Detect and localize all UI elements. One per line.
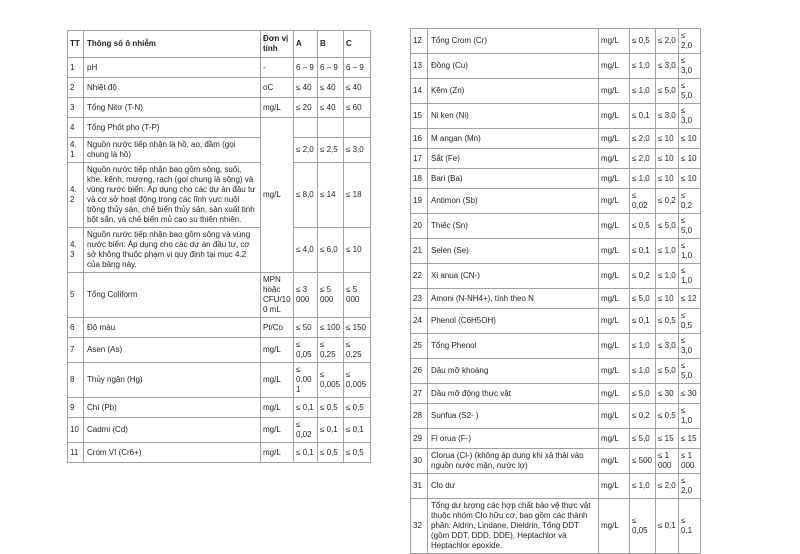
limit-b: ≤ 10 — [656, 129, 679, 149]
row-number: 10 — [68, 418, 84, 443]
row-number: 26 — [411, 359, 428, 384]
limit-a: ≤ 0,5 — [630, 214, 656, 239]
unit-cell: mg/L — [261, 118, 294, 273]
limit-c: ≤ 2,0 — [679, 474, 701, 499]
table-row — [411, 79, 701, 104]
limit-a: ≤ 0,02 — [294, 418, 318, 443]
parameter-name: Clorua (Cl-) (không áp dụng khi xả thải vào nguồn nước mặn, nước lợ) — [428, 449, 599, 474]
table-row — [411, 54, 701, 79]
limit-c: 6 – 9 — [344, 58, 371, 78]
parameter-name: Thủy ngân (Hg) — [84, 363, 261, 398]
unit-cell: mg/L — [261, 398, 294, 418]
unit-cell: mg/L — [599, 189, 630, 214]
header-unit: Đơn vị tính — [261, 31, 294, 58]
table-row — [411, 169, 701, 189]
parameter-name: Nguồn nước tiếp nhận là hồ, ao, đầm (gọi chung là hồ) — [84, 138, 261, 163]
limit-c: ≤ 5,0 — [679, 214, 701, 239]
parameter-name: Tổng Coliform — [84, 273, 261, 318]
parameter-name: Đồng (Cu) — [428, 54, 599, 79]
parameter-name: Bari (Ba) — [428, 169, 599, 189]
row-number: 12 — [411, 29, 428, 54]
limit-c: ≤ 0,005 — [344, 363, 371, 398]
parameter-name: Sắt (Fe) — [428, 149, 599, 169]
table-row — [411, 104, 701, 129]
limit-b: ≤ 0,1 — [318, 418, 344, 443]
limit-b: ≤ 0,25 — [318, 338, 344, 363]
limit-c: ≤ 0,5 — [344, 398, 371, 418]
limit-b: ≤ 5,0 — [656, 359, 679, 384]
limit-c — [344, 118, 371, 138]
limit-c: ≤ 0,1 — [679, 499, 701, 554]
table-row — [411, 404, 701, 429]
limit-b: ≤ 2,0 — [656, 29, 679, 54]
row-number: 8 — [68, 363, 84, 398]
limit-b: ≤ 40 — [318, 98, 344, 118]
parameter-name: Dầu mỡ khoáng — [428, 359, 599, 384]
unit-cell: Pt/Co — [261, 318, 294, 338]
parameter-name: Tổng Phenol — [428, 334, 599, 359]
limit-c: ≤ 5,0 — [679, 79, 701, 104]
row-number: 18 — [411, 169, 428, 189]
limit-c: ≤ 0,2 — [679, 189, 701, 214]
unit-cell: mg/L — [599, 214, 630, 239]
limit-c: ≤ 12 — [679, 289, 701, 309]
parameter-name: Dầu mỡ động thực vật — [428, 384, 599, 404]
limit-a: ≤ 1,0 — [630, 359, 656, 384]
row-number: 13 — [411, 54, 428, 79]
table-row — [68, 138, 371, 163]
row-number: 9 — [68, 398, 84, 418]
limit-a: ≤ 5,0 — [630, 289, 656, 309]
limit-c: ≤ 10 — [344, 228, 371, 273]
row-number: 6 — [68, 318, 84, 338]
limit-b: ≤ 2,0 — [656, 474, 679, 499]
parameter-name: M angan (Mn) — [428, 129, 599, 149]
unit-cell: mg/L — [599, 359, 630, 384]
row-number: 7 — [68, 338, 84, 363]
limit-a: ≤ 0,1 — [630, 309, 656, 334]
limit-c: ≤ 10 — [679, 169, 701, 189]
table-row — [68, 318, 371, 338]
row-number: 4 — [68, 118, 84, 138]
unit-cell: mg/L — [261, 443, 294, 463]
row-number: 22 — [411, 264, 428, 289]
table-row — [411, 334, 701, 359]
row-number: 11 — [68, 443, 84, 463]
table-row — [68, 338, 371, 363]
unit-cell: mg/L — [599, 289, 630, 309]
limit-a: ≤ 1,0 — [630, 169, 656, 189]
limit-a: ≤ 20 — [294, 98, 318, 118]
unit-cell: mg/L — [599, 474, 630, 499]
row-number: 31 — [411, 474, 428, 499]
unit-cell: oC — [261, 78, 294, 98]
table-row — [411, 499, 701, 554]
limit-c: ≤ 0,5 — [679, 309, 701, 334]
limit-c: ≤ 10 — [679, 149, 701, 169]
limit-a: ≤ 0,1 — [630, 239, 656, 264]
limit-c: ≤ 1,0 — [679, 404, 701, 429]
limit-c: ≤ 18 — [344, 163, 371, 228]
limit-c: ≤ 1,0 — [679, 264, 701, 289]
parameter-name: Nguồn nước tiếp nhận bao gồm sông và vùng nước biển: Áp dụng cho các dự án đầu tư, cơ sở không thuộc phạm vi quy định tại mục 4.2 của bảng này. — [84, 228, 261, 273]
limit-a: ≤ 1,0 — [630, 474, 656, 499]
limit-a: 6 – 9 — [294, 58, 318, 78]
parameter-name: Cadmi (Cd) — [84, 418, 261, 443]
limit-b: ≤ 2,5 — [318, 138, 344, 163]
parameter-name: Crom VI (Cr6+) — [84, 443, 261, 463]
row-number: 4.2 — [68, 163, 84, 228]
row-number: 3 — [68, 98, 84, 118]
limit-b: ≤ 0,1 — [656, 499, 679, 554]
header-limit-b: B — [318, 31, 344, 58]
limit-a: ≤ 3 000 — [294, 273, 318, 318]
table-row — [68, 118, 371, 138]
parameter-name: Amoni (N-NH4+), tính theo N — [428, 289, 599, 309]
limit-b: ≤ 0,005 — [318, 363, 344, 398]
unit-cell: mg/L — [261, 418, 294, 443]
table-row — [411, 429, 701, 449]
row-number: 24 — [411, 309, 428, 334]
unit-cell: mg/L — [599, 79, 630, 104]
limit-c: ≤ 1 000 — [679, 449, 701, 474]
table-row — [411, 474, 701, 499]
limit-a: ≤ 500 — [630, 449, 656, 474]
limit-b: ≤ 5 000 — [318, 273, 344, 318]
unit-cell: mg/L — [599, 499, 630, 554]
table-row — [411, 289, 701, 309]
parameter-name: Asen (As) — [84, 338, 261, 363]
table-row — [411, 239, 701, 264]
table-row — [411, 264, 701, 289]
parameter-name: Thiếc (Sn) — [428, 214, 599, 239]
header-row — [68, 31, 371, 58]
limit-b: ≤ 100 — [318, 318, 344, 338]
limit-a: ≤ 5,0 — [630, 384, 656, 404]
row-number: 15 — [411, 104, 428, 129]
limit-a: ≤ 2,0 — [294, 138, 318, 163]
table-row — [68, 163, 371, 228]
limit-b: ≤ 10 — [656, 149, 679, 169]
unit-cell: mg/L — [599, 29, 630, 54]
limit-a: ≤ 0,2 — [630, 264, 656, 289]
limit-b: ≤ 0,2 — [656, 189, 679, 214]
parameter-name: Độ màu — [84, 318, 261, 338]
unit-cell: mg/L — [261, 338, 294, 363]
row-number: 27 — [411, 384, 428, 404]
table-body-left — [68, 58, 371, 463]
limit-c: ≤ 3,0 — [679, 334, 701, 359]
limit-c: ≤ 15 — [679, 429, 701, 449]
limit-a — [294, 118, 318, 138]
row-number: 4.1 — [68, 138, 84, 163]
table-row — [68, 78, 371, 98]
limit-b: ≤ 30 — [656, 384, 679, 404]
limit-b: ≤ 14 — [318, 163, 344, 228]
parameter-name: Tổng Phốt pho (T-P) — [84, 118, 261, 138]
table-row — [68, 58, 371, 78]
limit-c: ≤ 40 — [344, 78, 371, 98]
parameter-name: Clo dư — [428, 474, 599, 499]
limit-c: ≤ 0,25 — [344, 338, 371, 363]
table-row — [411, 129, 701, 149]
unit-cell: mg/L — [599, 309, 630, 334]
limit-b: ≤ 0,5 — [656, 309, 679, 334]
row-number: 29 — [411, 429, 428, 449]
table-row — [68, 398, 371, 418]
limit-b: ≤ 3,0 — [656, 54, 679, 79]
limit-a: ≤ 5,0 — [630, 429, 656, 449]
limit-a: ≤ 0,05 — [630, 499, 656, 554]
table-header — [68, 31, 371, 58]
parameter-name: Xi anua (CN-) — [428, 264, 599, 289]
limit-b: ≤ 5,0 — [656, 214, 679, 239]
header-parameter: Thông số ô nhiễm — [84, 31, 261, 58]
table-row — [68, 443, 371, 463]
limit-b: ≤ 6,0 — [318, 228, 344, 273]
unit-cell: mg/L — [599, 169, 630, 189]
limit-b: ≤ 1,0 — [656, 239, 679, 264]
header-limit-a: A — [294, 31, 318, 58]
limit-a: ≤ 0,05 — [294, 338, 318, 363]
limit-c: ≤ 0,5 — [344, 443, 371, 463]
parameter-name: Ni ken (Ni) — [428, 104, 599, 129]
parameter-name: Tổng dư lượng các hợp chất bảo vệ thực vật thuộc nhóm Clo hữu cơ, bao gồm các thành phần: Aldrin, Lindane, Dieldrin, Tổng DDT (gồm DDT, DDD, DDE), Heptachlor và Heptachlor epoxide. — [428, 499, 599, 554]
table-row — [411, 449, 701, 474]
unit-cell: mg/L — [599, 54, 630, 79]
row-number: 5 — [68, 273, 84, 318]
unit-cell: mg/L — [599, 449, 630, 474]
table-row — [68, 98, 371, 118]
parameter-name: Antimon (Sb) — [428, 189, 599, 214]
limit-c: ≤ 3,0 — [679, 54, 701, 79]
limit-b — [318, 118, 344, 138]
parameter-name: Tổng Nitơ (T-N) — [84, 98, 261, 118]
row-number: 32 — [411, 499, 428, 554]
unit-cell: mg/L — [599, 149, 630, 169]
unit-cell: mg/L — [261, 363, 294, 398]
parameter-name: Selen (Se) — [428, 239, 599, 264]
table-row — [411, 214, 701, 239]
unit-cell: mg/L — [599, 104, 630, 129]
limit-c: ≤ 2,0 — [679, 29, 701, 54]
row-number: 25 — [411, 334, 428, 359]
limit-c: ≤ 60 — [344, 98, 371, 118]
header-tt: TT — [68, 31, 84, 58]
limit-b: ≤ 40 — [318, 78, 344, 98]
unit-cell: mg/L — [599, 264, 630, 289]
limit-a: ≤ 0,001 — [294, 363, 318, 398]
limit-c: ≤ 3,0 — [344, 138, 371, 163]
table-row — [411, 189, 701, 214]
limit-a: ≤ 1,0 — [630, 54, 656, 79]
parameter-name: Fl orua (F-) — [428, 429, 599, 449]
limit-c: ≤ 10 — [679, 129, 701, 149]
row-number: 16 — [411, 129, 428, 149]
limit-a: ≤ 2,0 — [630, 149, 656, 169]
limit-b: ≤ 3,0 — [656, 104, 679, 129]
limit-c: ≤ 3,0 — [679, 104, 701, 129]
row-number: 4.3 — [68, 228, 84, 273]
limit-c: ≤ 150 — [344, 318, 371, 338]
parameter-name: Kẽm (Zn) — [428, 79, 599, 104]
unit-cell: mg/L — [599, 429, 630, 449]
header-limit-c: C — [344, 31, 371, 58]
table-row — [68, 418, 371, 443]
table-row — [411, 309, 701, 334]
limit-a: ≤ 0,1 — [294, 398, 318, 418]
limit-b: 6 – 9 — [318, 58, 344, 78]
unit-cell: - — [261, 58, 294, 78]
limit-a: ≤ 0,5 — [630, 29, 656, 54]
unit-cell: mg/L — [599, 129, 630, 149]
table-row — [411, 149, 701, 169]
limit-a: ≤ 0,1 — [294, 443, 318, 463]
limit-a: ≤ 40 — [294, 78, 318, 98]
table-row — [411, 384, 701, 404]
unit-cell: mg/L — [599, 384, 630, 404]
row-number: 23 — [411, 289, 428, 309]
unit-cell: mg/L — [599, 334, 630, 359]
limit-b: ≤ 10 — [656, 169, 679, 189]
parameter-name: Tổng Crom (Cr) — [428, 29, 599, 54]
row-number: 21 — [411, 239, 428, 264]
row-number: 17 — [411, 149, 428, 169]
row-number: 2 — [68, 78, 84, 98]
limit-c: ≤ 0,1 — [344, 418, 371, 443]
limit-a: ≤ 4,0 — [294, 228, 318, 273]
row-number: 20 — [411, 214, 428, 239]
limit-a: ≤ 1,0 — [630, 334, 656, 359]
row-number: 28 — [411, 404, 428, 429]
limit-b: ≤ 3,0 — [656, 334, 679, 359]
limit-c: ≤ 30 — [679, 384, 701, 404]
table-row — [411, 359, 701, 384]
limit-c: ≤ 5,0 — [679, 359, 701, 384]
limit-c: ≤ 5 000 — [344, 273, 371, 318]
parameter-name: pH — [84, 58, 261, 78]
unit-cell: mg/L — [261, 98, 294, 118]
parameter-name: Chì (Pb) — [84, 398, 261, 418]
limit-b: ≤ 15 — [656, 429, 679, 449]
row-number: 19 — [411, 189, 428, 214]
limit-b: ≤ 10 — [656, 289, 679, 309]
limit-b: ≤ 1,0 — [656, 264, 679, 289]
row-number: 1 — [68, 58, 84, 78]
limit-a: ≤ 0,02 — [630, 189, 656, 214]
limit-b: ≤ 0,5 — [318, 443, 344, 463]
limit-a: ≤ 8,0 — [294, 163, 318, 228]
limit-a: ≤ 0,1 — [630, 104, 656, 129]
limit-b: ≤ 1 000 — [656, 449, 679, 474]
pollution-parameters-table-left — [67, 30, 371, 463]
limit-a: ≤ 1,0 — [630, 79, 656, 104]
row-number: 30 — [411, 449, 428, 474]
parameter-name: Sunfua (S2- ) — [428, 404, 599, 429]
limit-a: ≤ 0,2 — [630, 404, 656, 429]
table-row — [68, 228, 371, 273]
limit-b: ≤ 0,5 — [656, 404, 679, 429]
limit-a: ≤ 50 — [294, 318, 318, 338]
pollution-parameters-table-right — [410, 28, 701, 554]
row-number: 14 — [411, 79, 428, 104]
table-body-right — [411, 29, 701, 554]
table-row — [68, 363, 371, 398]
table-row — [411, 29, 701, 54]
parameter-name: Phenol (C6H5OH) — [428, 309, 599, 334]
unit-cell: MPN hoặc CFU/100 mL — [261, 273, 294, 318]
table-row — [68, 273, 371, 318]
limit-b: ≤ 5,0 — [656, 79, 679, 104]
parameter-name: Nhiệt độ — [84, 78, 261, 98]
limit-a: ≤ 2,0 — [630, 129, 656, 149]
unit-cell: mg/L — [599, 239, 630, 264]
limit-c: ≤ 1,0 — [679, 239, 701, 264]
limit-b: ≤ 0,5 — [318, 398, 344, 418]
unit-cell: mg/L — [599, 404, 630, 429]
parameter-name: Nguồn nước tiếp nhận bao gồm sông, suối, khe, kênh, mương, rạch (gọi chung là sông) và vùng nước biển: Áp dụng cho các dự án đầu tư và cơ sở hoạt động trong các lĩnh vực nuôi trồng thủy sản, chế biến thủy sản, sản xuất tinh bột sắn, và chế biến mủ cao su thiên nhiên. — [84, 163, 261, 228]
